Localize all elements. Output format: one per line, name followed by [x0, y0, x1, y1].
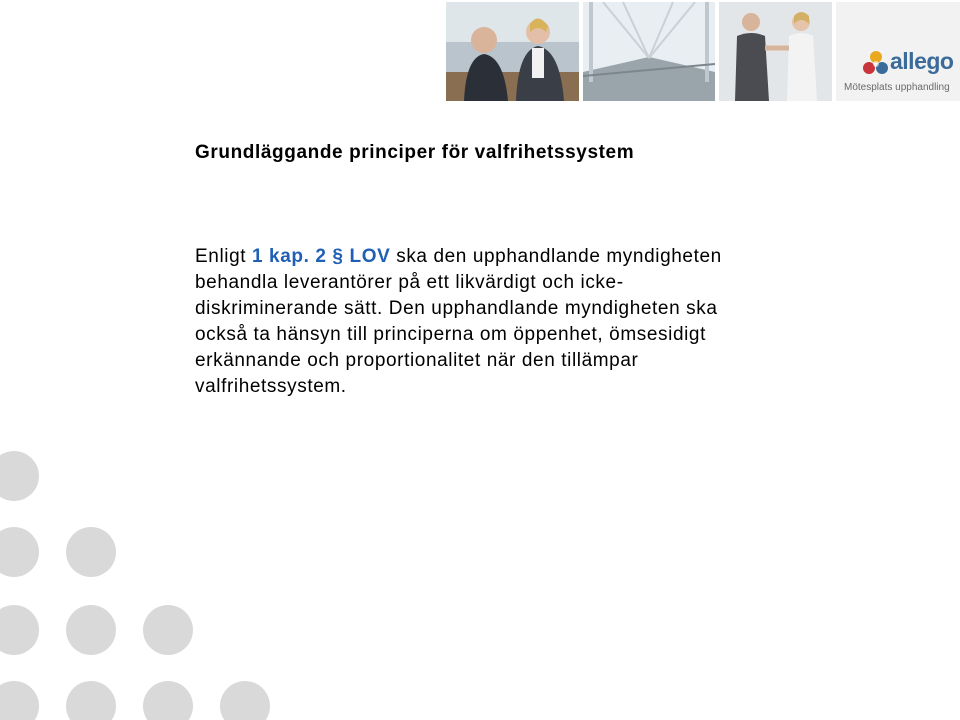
allego-logo-icon	[862, 50, 890, 78]
logo-tagline: Mötesplats upphandling	[844, 82, 950, 93]
body-line-1	[195, 244, 895, 270]
allego-logo	[836, 2, 960, 101]
law-reference-chapter: 1 kap. 2	[252, 246, 327, 267]
logo-wordmark: allego	[890, 48, 954, 74]
body-prefix: Enligt	[195, 246, 253, 267]
business-people-photo	[446, 2, 579, 101]
body-line-3: diskriminerande sätt. Den upphandlande myndigheten ska	[195, 298, 718, 319]
body-line-2: behandla leverantörer på ett likvärdigt och icke-	[195, 272, 624, 293]
bridge-photo	[583, 2, 715, 101]
body-line-6: valfrihetssystem.	[195, 376, 347, 397]
section-sign: §	[332, 246, 344, 267]
slide-body	[195, 244, 895, 400]
handshake-photo	[719, 2, 832, 101]
body-line-4: också ta hänsyn till principerna om öppenhet, ömsesidigt	[195, 324, 706, 345]
decorative-dot-pattern	[0, 440, 280, 720]
body-line-5: erkännande och proportionalitet när den tillämpar	[195, 350, 639, 371]
slide-title: Grundläggande principer för valfrihetssystem	[195, 142, 635, 163]
header-banner	[446, 0, 960, 103]
law-reference-lov: LOV	[349, 246, 391, 267]
body-line-1-rest: ska den upphandlande myndigheten	[390, 246, 722, 267]
